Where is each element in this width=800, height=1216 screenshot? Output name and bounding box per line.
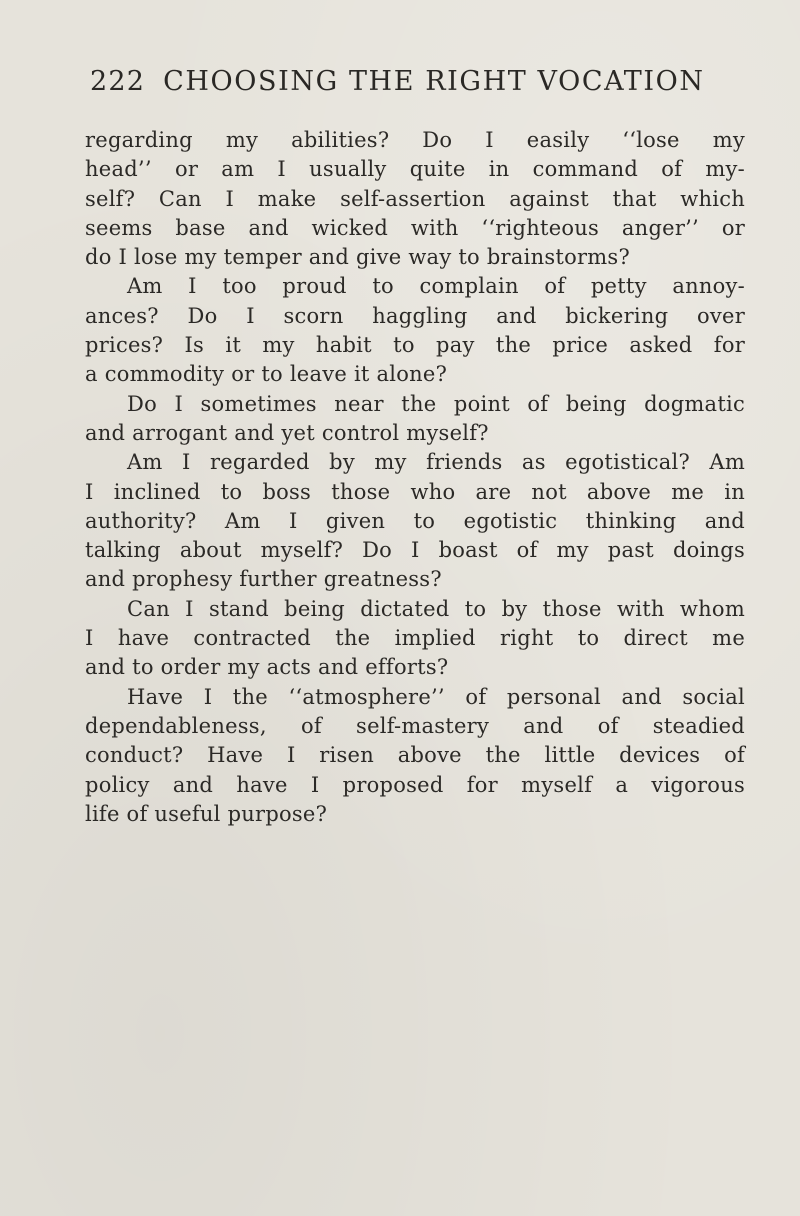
text-line: seems base and wicked with ‘‘righteous anger’’ or bbox=[85, 215, 745, 240]
text-line: Am I too proud to complain of petty annoy- bbox=[127, 274, 745, 299]
text-line: head’’ or am I usually quite in command of my- bbox=[85, 157, 745, 182]
text-line: Am I regarded by my friends as egotistical? Am bbox=[127, 450, 745, 475]
text-line: a commodity or to leave it alone? bbox=[85, 362, 448, 387]
paragraph bbox=[85, 595, 745, 683]
text-line: policy and have I proposed for myself a vigorous bbox=[85, 772, 745, 797]
page-number: 222 bbox=[90, 66, 146, 97]
paragraph bbox=[85, 683, 745, 829]
text-line: Can I stand being dictated to by those with whom bbox=[127, 596, 745, 621]
text-line: regarding my abilities? Do I easily ‘‘lose my bbox=[85, 128, 745, 152]
paragraph bbox=[85, 126, 745, 272]
text-line: I have contracted the implied right to direct me bbox=[85, 626, 745, 651]
running-head: CHOOSING THE RIGHT VOCATION bbox=[163, 66, 705, 97]
text-line: Have I the ‘‘atmosphere’’ of personal and social bbox=[127, 684, 745, 709]
text-line: dependableness, of self-mastery and of steadied bbox=[85, 713, 745, 738]
text-line: conduct? Have I risen above the little devices of bbox=[85, 743, 745, 768]
text-line: talking about myself? Do I boast of my past doings bbox=[85, 538, 745, 563]
text-line: do I lose my temper and give way to brainstorms? bbox=[85, 245, 630, 270]
paragraph bbox=[85, 390, 745, 449]
text-line: ances? Do I scorn haggling and bickering over bbox=[85, 303, 745, 328]
text-line: self? Can I make self-assertion against that which bbox=[85, 186, 745, 211]
text-line: I inclined to boss those who are not above me in bbox=[85, 479, 745, 504]
text-line: Do I sometimes near the point of being dogmatic bbox=[127, 391, 745, 416]
text-line: and arrogant and yet control myself? bbox=[85, 420, 489, 445]
paragraph bbox=[85, 272, 745, 389]
paragraph bbox=[85, 448, 745, 594]
text-line: authority? Am I given to egotistic thinking and bbox=[85, 508, 745, 533]
text-line: and prophesy further greatness? bbox=[85, 567, 442, 592]
body-text bbox=[85, 126, 745, 829]
text-line: life of useful purpose? bbox=[85, 801, 328, 826]
text-line: prices? Is it my habit to pay the price asked for bbox=[85, 333, 745, 358]
page-header bbox=[90, 66, 750, 102]
text-line: and to order my acts and efforts? bbox=[85, 655, 449, 680]
